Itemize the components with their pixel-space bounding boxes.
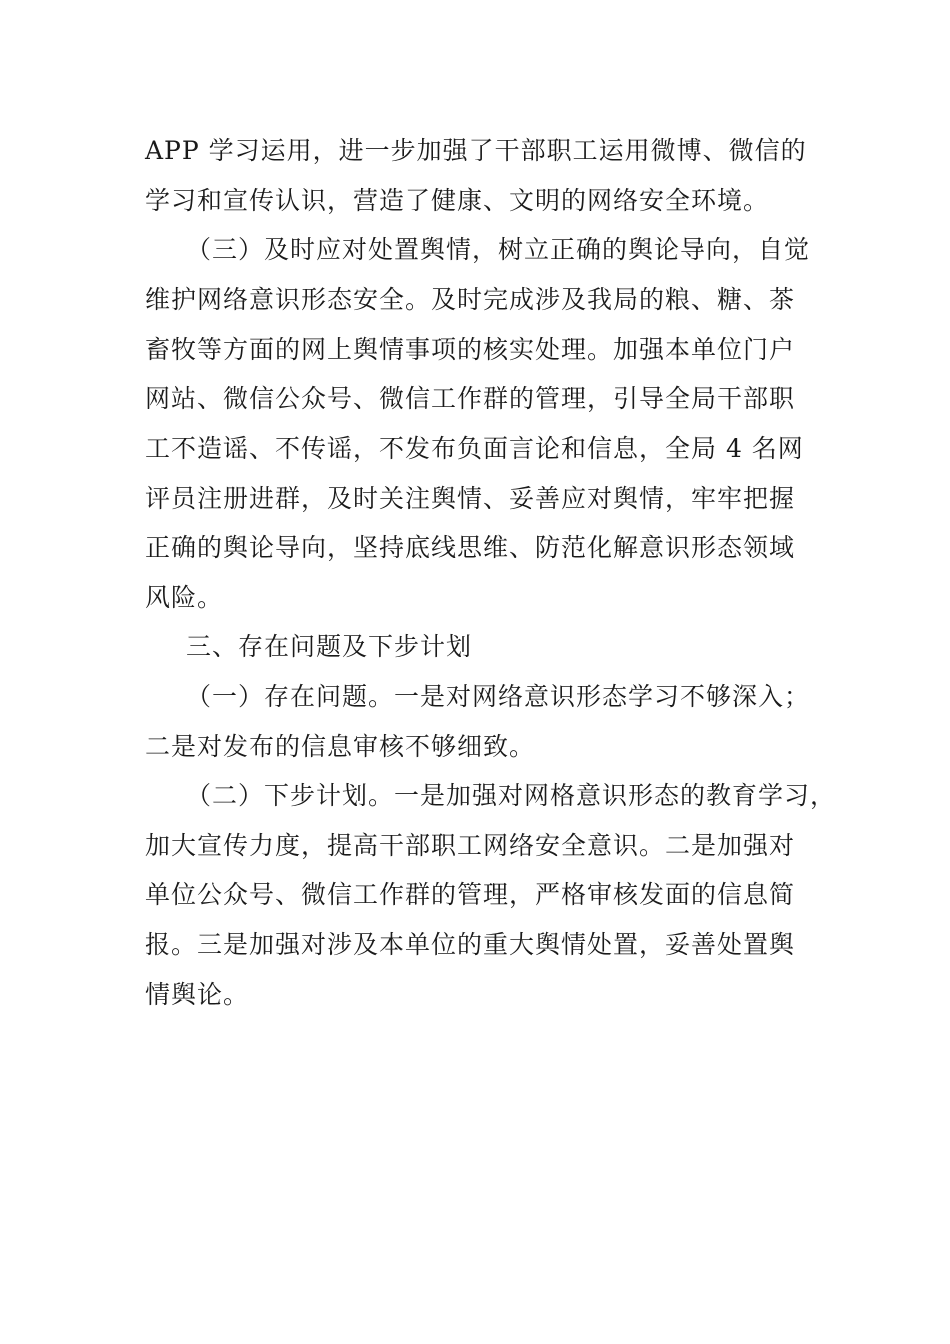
text-line-9: 正确的舆论导向，坚持底线思维、防范化解意识形态领域 — [145, 533, 796, 562]
text-line-7: 工不造谣、不传谣，不发布负面言论和信息，全局 4 名网 — [145, 434, 804, 463]
text-line-10: 风险。 — [145, 583, 224, 612]
text-line-13: 二是对发布的信息审核不够细致。 — [145, 732, 536, 761]
text-line-15: 加大宣传力度，提高干部职工网络安全意识。二是加强对 — [145, 831, 796, 860]
text-line-14: （二）下步计划。一是加强对网格意识形态的教育学习， — [186, 781, 837, 810]
text-line-12: （一）存在问题。一是对网络意识形态学习不够深入； — [186, 682, 811, 711]
text-line-18: 情舆论。 — [145, 980, 250, 1009]
text-line-2: 学习和宣传认识，营造了健康、文明的网络安全环境。 — [145, 186, 770, 215]
text-line-8: 评员注册进群，及时关注舆情、妥善应对舆情，牢牢把握 — [145, 484, 796, 513]
section-heading: 三、存在问题及下步计划 — [186, 632, 473, 661]
text-line-1: APP 学习运用，进一步加强了干部职工运用微博、微信的 — [145, 136, 807, 165]
text-line-4: 维护网络意识形态安全。及时完成涉及我局的粮、糖、茶 — [145, 285, 796, 314]
text-line-5: 畜牧等方面的网上舆情事项的核实处理。加强本单位门户 — [145, 335, 796, 364]
text-line-17: 报。三是加强对涉及本单位的重大舆情处置，妥善处置舆 — [145, 930, 796, 959]
text-line-6: 网站、微信公众号、微信工作群的管理，引导全局干部职 — [145, 384, 796, 413]
text-line-3: （三）及时应对处置舆情，树立正确的舆论导向，自觉 — [186, 235, 811, 264]
text-line-16: 单位公众号、微信工作群的管理，严格审核发面的信息简 — [145, 880, 796, 909]
